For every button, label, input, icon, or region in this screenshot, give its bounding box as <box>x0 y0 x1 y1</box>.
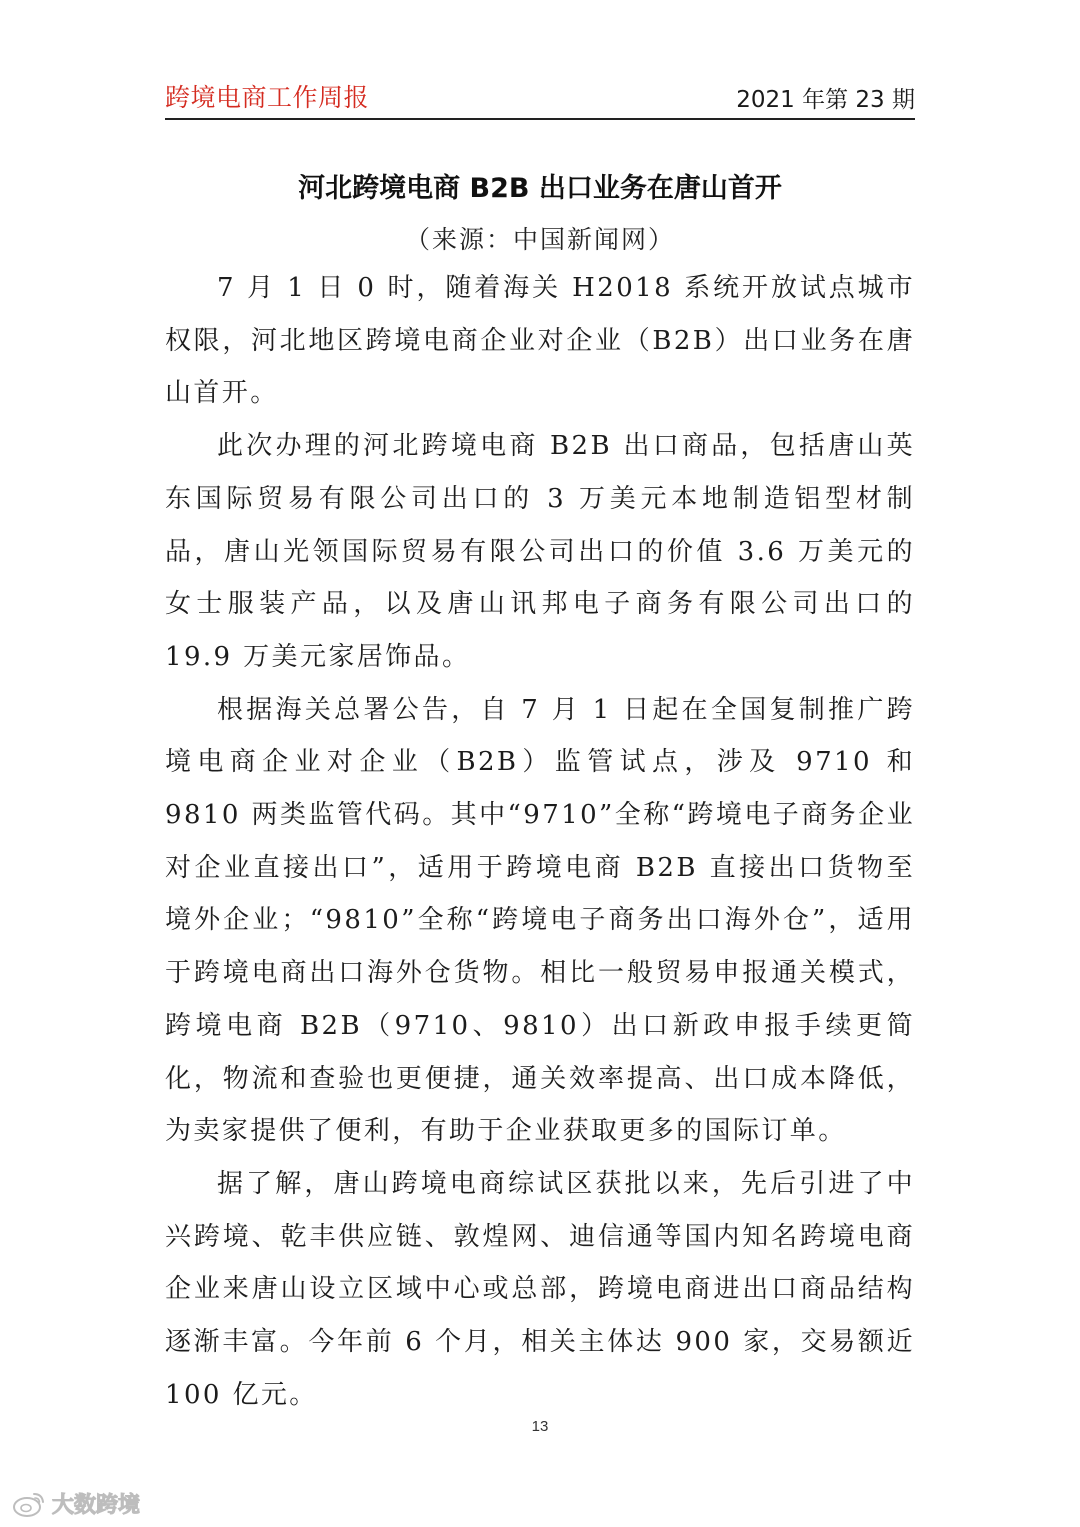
article-body <box>165 262 915 1421</box>
page-header <box>165 74 915 114</box>
paragraph: 根据海关总署公告，自 7 月 1 日起在全国复制推广跨境电商企业对企业（B2B）监管试点，涉及 9710 和 9810 两类监管代码。其中“9710”全称“跨境电子商务企业对企业直接出口”，适用于跨境电商 B2B 直接出口货物至境外企业；“9810”全称“跨境电子商务出口海外仓”，适用于跨境电商出口海外仓货物。相比一般贸易申报通关模式，跨境电商 B2B（9710、9810）出口新政申报手续更简化，物流和查验也更便捷，通关效率提高、出口成本降低，为卖家提供了便利，有助于企业获取更多的国际订单。 <box>165 694 915 1147</box>
article-source: （来源：中国新闻网） <box>404 225 675 254</box>
watermark-text: 大数跨境 <box>52 1493 141 1518</box>
paragraph: 据了解，唐山跨境电商综试区获批以来，先后引进了中兴跨境、乾丰供应链、敦煌网、迪信通等国内知名跨境电商企业来唐山设立区域中心或总部，跨境电商进出口商品结构逐渐丰富。今年前 6 个月，相关主体达 900 家，交易额近 100 亿元。 <box>165 1168 915 1410</box>
issue-number: 2021 年第 23 期 <box>736 87 915 113</box>
paragraph: 此次办理的河北跨境电商 B2B 出口商品，包括唐山英东国际贸易有限公司出口的 3 万美元本地制造铝型材制品，唐山光领国际贸易有限公司出口的价值 3.6 万美元的女士服装产品，以及唐山讯邦电子商务有限公司出口的 19.9 万美元家居饰品。 <box>165 431 915 672</box>
article-title: 河北跨境电商 B2B 出口业务在唐山首开 <box>298 173 782 204</box>
page-number: 13 <box>531 1418 549 1435</box>
weibo-logo-icon <box>12 1490 46 1518</box>
watermark <box>12 1488 140 1519</box>
header-divider <box>165 118 915 120</box>
paragraph: 7 月 1 日 0 时，随着海关 H2018 系统开放试点城市权限，河北地区跨境电商企业对企业（B2B）出口业务在唐山首开。 <box>165 273 915 409</box>
publication-name: 跨境电商工作周报 <box>165 83 370 112</box>
